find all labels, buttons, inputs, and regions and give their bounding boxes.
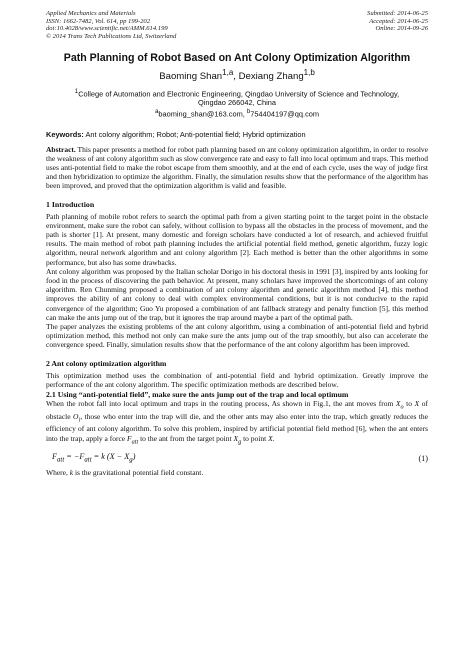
where-text-a: Where, (46, 467, 70, 477)
affiliation-sup: 1 (74, 87, 79, 95)
eq-rhs-sub: g (129, 456, 133, 464)
eq-mid-sub: att (84, 456, 92, 464)
keywords (46, 130, 428, 139)
author-1-sup: 1,a (222, 68, 234, 78)
p2-text-a: When the robot fall into local optimum and traps in the routing process, As shown in Fig.1, the ant moves from (46, 398, 396, 408)
email-a: baoming_shan@163.com, (158, 109, 247, 119)
online-date: Online: 2014-09-26 (375, 25, 428, 33)
affiliation-text-1: College of Automation and Electronic Engineering, Qingdao University of Science and Technology, (78, 89, 400, 99)
p2-text-d: , those who enter into the trap will die, and the other ants may also enter into the trap, which greatly reduces the efficiency of ant colony algorithm. To solve this problem, inspired by artificial potential field method [6], when the ant enters into the trap, apply a force (46, 411, 428, 443)
journal-info (46, 10, 176, 40)
p2-text-c: of obstacle (46, 398, 428, 421)
equation-1-expression (52, 452, 135, 464)
equation-1 (46, 452, 428, 464)
section-2-heading: 2 Ant colony optimization algorithm (46, 358, 167, 368)
p2-text-b: to (403, 398, 415, 408)
section-2-paragraph-2 (46, 399, 428, 446)
copyright: © 2014 Trans Tech Publications Ltd, Switzerland (46, 32, 177, 40)
var-x-o: X (395, 398, 401, 408)
keywords-text: Ant colony algorithm; Robot; Anti-potential field; Hybrid optimization (83, 129, 306, 139)
author-2: , Dexiang Zhang (233, 71, 304, 83)
abstract (46, 145, 428, 191)
author-1: Baoming Shan (159, 71, 223, 83)
publication-header (46, 10, 428, 40)
emails (46, 107, 428, 118)
var-x-o-sub: o (400, 403, 404, 411)
var-x-g-sub: g (238, 438, 242, 446)
affiliation-line-1 (46, 87, 428, 98)
intro-paragraph-2: Ant colony algorithm was proposed by the Italian scholar Dorigo in his doctoral thesis in 1991 [3], inspired by ants looking for food in the process of discovering the path behavior. At present, many scholars have improved the shortcomings of ant colony algorithm. Ren Chunming proposed a combination of ant colony algorithm and genetic algorithm method [4], this method improves the ability of ant colony to deal with complex environmental conditions, but it is not conducive to the rapid convergence of the algorithm; Guo Yu proposed a combination of ant fallback strategy and penalty function [5], this method can make the ants jump out of the trap, but it ignores the trap around maybe a part of the optimal path. (46, 266, 428, 322)
var-f-sub: att (131, 438, 139, 446)
eq-lhs-sub: att (57, 456, 65, 464)
var-o-sub: i (78, 416, 81, 424)
affiliation-line-2: Qingdao 266042, China (197, 98, 277, 108)
var-x-g: X (233, 433, 239, 443)
var-f: F (127, 433, 132, 443)
email-a-sup: a (154, 108, 159, 116)
section-2-paragraph-1: This optimization method uses the combination of anti-potential field and hybrid optimization. Greatly improve the performance of the ant colony algorithm. The specific optimization methods are described below. (46, 370, 428, 389)
where-text-b: is the gravitational potential field constant. (73, 467, 204, 477)
eq-mid: = −F (64, 452, 85, 462)
var-x-2: X (268, 433, 273, 443)
p2-text-e: to the ant from the target point (138, 433, 234, 443)
paper-title: Path Planning of Robot Based on Ant Colony Optimization Algorithm (63, 52, 411, 65)
accepted-date: Accepted: 2014-06-25 (369, 17, 428, 25)
email-b: 754404197@qq.com (250, 109, 320, 119)
p2-text-f: to point (241, 433, 269, 443)
email-b-sup: b (246, 108, 251, 116)
eq-lhs: F (52, 452, 58, 462)
author-2-sup: 1,b (303, 68, 315, 78)
eq-rhs-close: ) (132, 452, 136, 462)
affiliation (46, 87, 428, 107)
var-x: X (414, 398, 420, 408)
abstract-text: This paper presents a method for robot path planning based on ant colony optimization algorithm, in order to resolve the weakness of ant colony algorithm such as slow convergence rate and easy to fall into local optimum and traps. This method uses anti-potential field to make the robot escape from them smoothly, and at the end of each cycle, uses the way of judge first and then hybridization to optimize the algorithm. Finally, the simulation results show that the performance of the algorithm has been improved, and proved that the optimization algorithm is valid and feasible. (46, 144, 428, 191)
doi: doi:10.4028/www.scientific.net/AMM.614.199 (46, 25, 168, 33)
var-k: k (69, 467, 74, 477)
eq-rhs: = k (X − X (91, 452, 130, 462)
intro-paragraph-3: The paper analyzes the existing problems of the ant colony algorithm, using a combination of anti-potential field and hybrid optimization method, this method not only can make sure the ants jump out of the trap smoothly, but also can accelerate the convergence speed. Finally, simulation results show that the performance of the ant colony algorithm has been improved. (46, 321, 428, 350)
equation-1-where (46, 468, 428, 477)
intro-paragraph-1: Path planning of mobile robot refers to search the optimal path from a given starting point to the target point in the obstacle environment, make sure the robot can safely, without collision to bypass all the obstacles in the process of movement, and the path is shorter [1]. At present, many domestic and foreign scholars have conducted a lot of research, and achieved fruitful results. The main method of robot path planning includes the artificial potential field method, genetic algorithm, fuzzy logic algorithm, neural network algorithm and ant colony algorithm [2]. Each method is better than the other algorithms in some performance, but also has some drawbacks. (46, 211, 428, 267)
keywords-label: Keywords: (46, 129, 84, 139)
abstract-label: Abstract. (46, 144, 76, 154)
var-o: O (73, 411, 79, 421)
submitted-date: Submitted: 2014-06-25 (367, 10, 428, 17)
subsection-2-1-heading: 2.1 Using “anti-potential field”, make sure the ants jump out of the trap and local optimum (46, 389, 349, 399)
equation-1-number: (1) (418, 453, 428, 463)
section-1-heading: 1 Introduction (46, 199, 95, 209)
issn: ISSN: 1662-7482, Vol. 614, pp 199-202 (46, 17, 151, 25)
authors (46, 68, 428, 82)
dates-info (367, 10, 428, 40)
journal-name: Applied Mechanics and Materials (46, 10, 136, 17)
p2-text-end: . (272, 433, 275, 443)
